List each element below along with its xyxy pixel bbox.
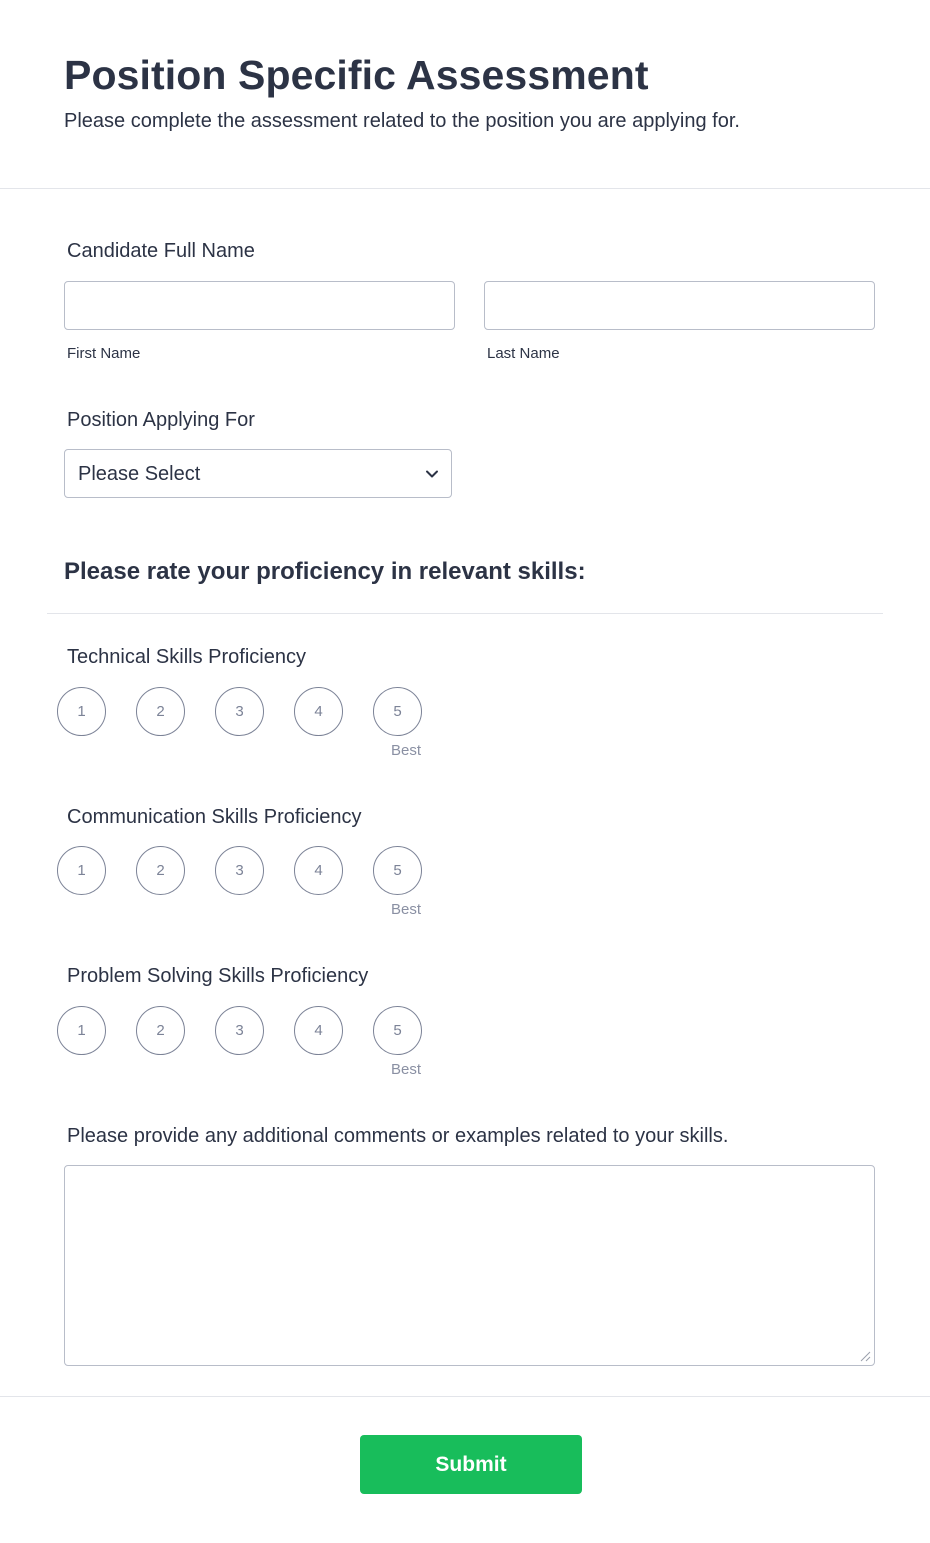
communication-rating-5[interactable]: 5 (373, 846, 422, 895)
first-name-input[interactable] (64, 281, 455, 330)
chevron-down-icon (425, 467, 439, 481)
communication-best-label: Best (391, 901, 422, 918)
problem-solving-rating-1[interactable]: 1 (57, 1006, 106, 1055)
comments-label: Please provide any additional comments or examples related to your skills. (67, 1125, 729, 1147)
technical-skills-label: Technical Skills Proficiency (67, 646, 306, 668)
full-name-label: Candidate Full Name (67, 240, 255, 262)
problem-solving-rating-4[interactable]: 4 (294, 1006, 343, 1055)
technical-best-label: Best (391, 742, 422, 759)
technical-rating-4[interactable]: 4 (294, 687, 343, 736)
technical-rating-2[interactable]: 2 (136, 687, 185, 736)
communication-rating-3[interactable]: 3 (215, 846, 264, 895)
last-name-sublabel: Last Name (487, 345, 560, 362)
footer-divider (0, 1396, 930, 1397)
page-title: Position Specific Assessment (64, 52, 649, 98)
comments-textarea[interactable] (64, 1165, 875, 1366)
last-name-input[interactable] (484, 281, 875, 330)
problem-solving-rating-3[interactable]: 3 (215, 1006, 264, 1055)
problem-solving-best-label: Best (391, 1061, 422, 1078)
communication-rating-1[interactable]: 1 (57, 846, 106, 895)
position-select[interactable] (64, 449, 452, 498)
position-select-value: Please Select (78, 463, 201, 485)
communication-rating-2[interactable]: 2 (136, 846, 185, 895)
problem-solving-rating-2[interactable]: 2 (136, 1006, 185, 1055)
ratings-divider (47, 613, 883, 614)
technical-rating-3[interactable]: 3 (215, 687, 264, 736)
submit-button[interactable]: Submit (360, 1435, 582, 1494)
problem-solving-skills-label: Problem Solving Skills Proficiency (67, 965, 369, 987)
ratings-heading: Please rate your proficiency in relevant skills: (64, 558, 586, 585)
first-name-sublabel: First Name (67, 345, 141, 362)
technical-rating-5[interactable]: 5 (373, 687, 422, 736)
header-divider (0, 188, 930, 189)
communication-skills-label: Communication Skills Proficiency (67, 806, 362, 828)
resize-grip-icon[interactable] (857, 1348, 871, 1362)
communication-rating-4[interactable]: 4 (294, 846, 343, 895)
position-label: Position Applying For (67, 409, 255, 431)
technical-rating-1[interactable]: 1 (57, 687, 106, 736)
page-subtitle: Please complete the assessment related to the position you are applying for. (64, 110, 740, 132)
problem-solving-rating-5[interactable]: 5 (373, 1006, 422, 1055)
